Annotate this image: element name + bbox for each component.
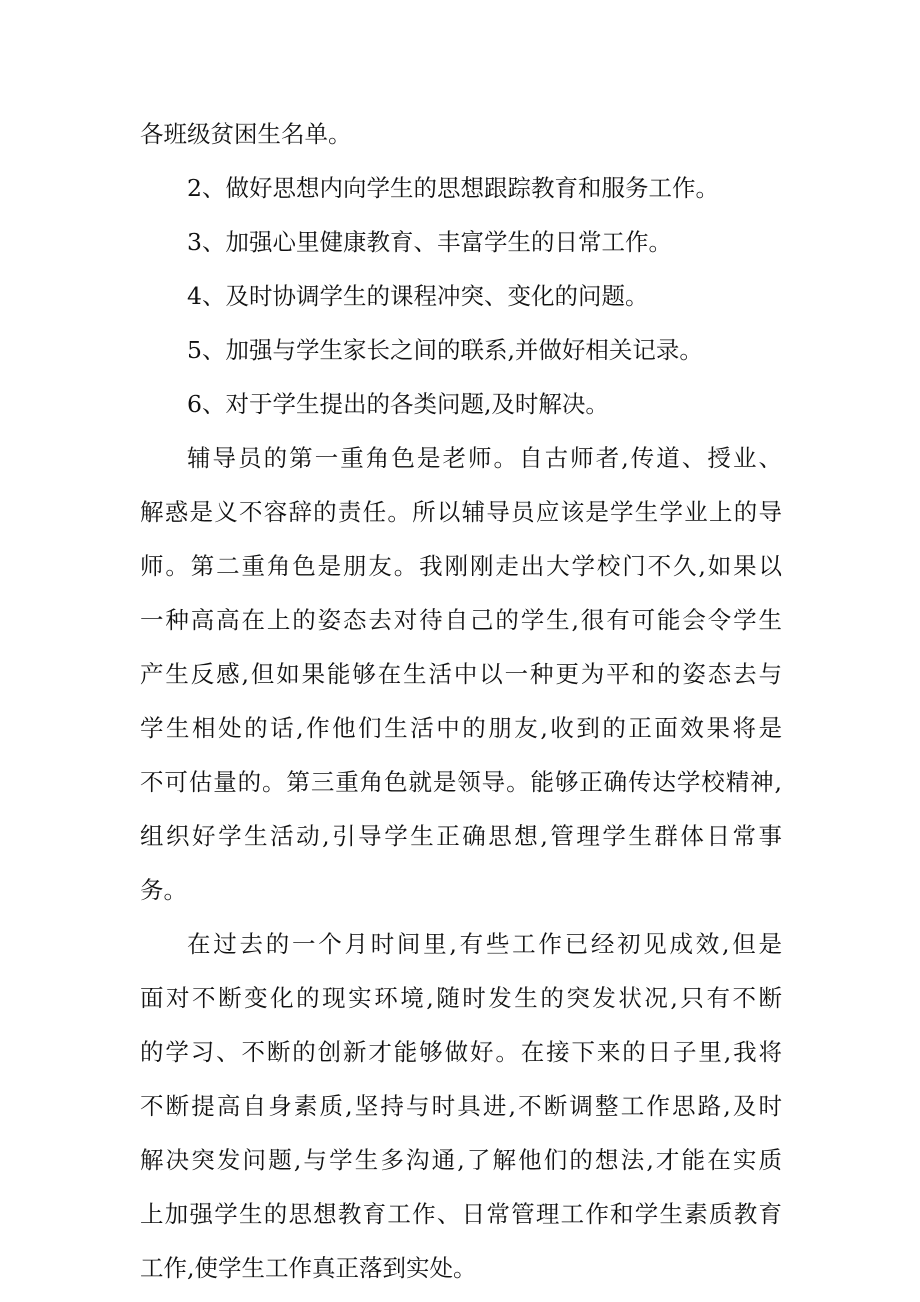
paragraph-roles-line: 师。第二重角色是朋友。我刚刚走出大学校门不久,如果以 (140, 552, 782, 580)
paragraph-summary-line: 的学习、不断的创新才能够做好。在接下来的日子里,我将 (140, 1038, 782, 1066)
paragraph-summary-line: 面对不断变化的现实环境,随时发生的突发状况,只有不断 (140, 984, 782, 1012)
paragraph-summary-line: 在过去的一个月时间里,有些工作已经初见成效,但是 (187, 930, 782, 958)
text-line: 各班级贫困生名单。 (140, 120, 352, 148)
paragraph-summary-line: 解决突发问题,与学生多沟通,了解他们的想法,才能在实质 (140, 1146, 782, 1174)
paragraph-summary-line: 上加强学生的思想教育工作、日常管理工作和学生素质教育 (140, 1200, 782, 1228)
list-item-5: 5、加强与学生家长之间的联系,并做好相关记录。 (187, 336, 703, 364)
paragraph-roles-line: 解惑是义不容辞的责任。所以辅导员应该是学生学业上的导 (140, 498, 782, 526)
list-item-4: 4、及时协调学生的课程冲突、变化的问题。 (187, 282, 649, 310)
paragraph-roles-line: 学生相处的话,作他们生活中的朋友,收到的正面效果将是 (140, 714, 782, 742)
paragraph-roles-line: 不可估量的。第三重角色就是领导。能够正确传达学校精神, (140, 768, 782, 796)
list-item-2: 2、做好思想内向学生的思想跟踪教育和服务工作。 (187, 174, 719, 202)
paragraph-roles-line: 务。 (140, 876, 187, 904)
paragraph-roles-line: 一种高高在上的姿态去对待自己的学生,很有可能会令学生 (140, 606, 782, 634)
paragraph-summary-line: 不断提高自身素质,坚持与时具进,不断调整工作思路,及时 (140, 1092, 782, 1120)
document-body (140, 112, 782, 1300)
paragraph-roles-line: 组织好学生活动,引导学生正确思想,管理学生群体日常事 (140, 822, 782, 850)
paragraph-roles-line: 辅导员的第一重角色是老师。自古师者,传道、授业、 (187, 444, 782, 472)
paragraph-summary-line: 工作,使学生工作真正落到实处。 (140, 1254, 477, 1282)
list-item-3: 3、加强心里健康教育、丰富学生的日常工作。 (187, 228, 672, 256)
list-item-6: 6、对于学生提出的各类问题,及时解决。 (187, 390, 609, 418)
paragraph-roles-line: 产生反感,但如果能够在生活中以一种更为平和的姿态去与 (140, 660, 782, 688)
